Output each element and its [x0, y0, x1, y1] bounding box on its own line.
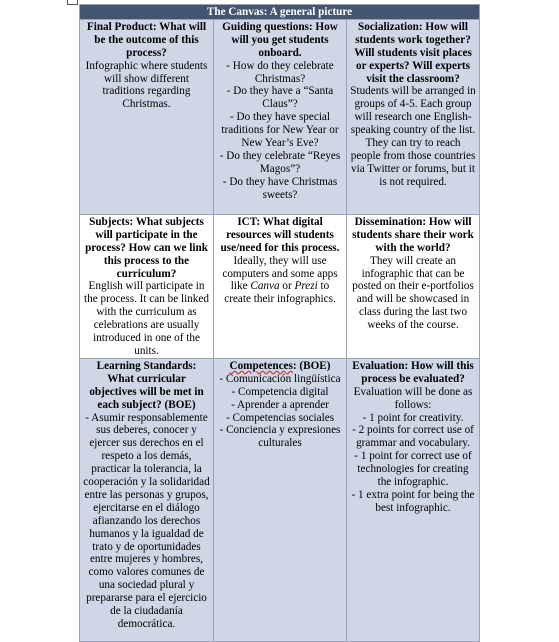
competences-cell: [214, 358, 347, 641]
ict-heading: ICT: What digital resources will students use/need for this process.: [220, 215, 340, 254]
learning-standards-cell: [80, 358, 214, 641]
learning-standards-body: - Asumir responsablemente sus deberes, conocer y ejercer sus derechos en el respeto a los demás, practicar la tolerancia, la cooperación y la solidaridad entre las personas y grupos, ejercitarse en el diálogo afianzando los derechos humanos y la igualdad de trato y de oportunidades entre mujeres y hombres, como valores comunes de una sociedad plural y prepararse para el ejercicio de la ciudadanía democrática.: [83, 411, 210, 630]
competence-item: - Comunicación lingüística: [219, 372, 341, 385]
corner-marker: [67, 0, 78, 5]
evaluation-item: - 1 point for correct use of technologies for creating the infographic.: [354, 450, 472, 489]
socialization-body: Students will be arranged in groups of 4-5. Each group will research one English-speaking country of the list. They can try to reach people from those countries via Twitter or forums, but it is not required.: [350, 85, 476, 188]
evaluation-heading: Evaluation: How will this process be evaluated?: [352, 359, 474, 385]
evaluation-item: - 2 points for correct use of grammar and vocabulary.: [352, 424, 474, 450]
learning-standards-heading: Learning Standards: What curricular objectives will be met in each subject? (BOE): [89, 359, 204, 411]
competence-item: - Aprender a aprender: [231, 398, 329, 411]
competence-item: - Conciencia y expresiones culturales: [219, 424, 341, 450]
evaluation-cell: [347, 358, 480, 641]
socialization-heading: Socialization: How will students work together? Will students visit places or experts? Will experts visit the classroom?: [354, 20, 472, 85]
guiding-question-item: - Do they have special traditions for New Year or New Year’s Eve?: [221, 111, 339, 150]
ict-body: Ideally, they will use computers and some apps like Canva or Prezi to create their infographics.: [222, 254, 338, 306]
dissemination-body: They will create an infographic that can be posted on their e-portfolios and will be showcased in class during the last two weeks of the course.: [352, 254, 474, 332]
competences-word: Competences: [229, 359, 293, 372]
competences-heading: Competences: (BOE): [229, 359, 331, 372]
final-product-cell: [80, 19, 214, 214]
guiding-question-item: - Do they have Christmas sweets?: [222, 175, 338, 201]
subjects-body: English will participate in the process. It can be linked with the curriculum as celebrations are usually introduced in one of the units.: [84, 280, 209, 357]
dissemination-heading: Dissemination: How will students share their work with the world?: [352, 215, 474, 254]
ict-cell: [214, 214, 347, 358]
guiding-question-item: - How do they celebrate Christmas?: [226, 59, 334, 85]
competence-item: - Competencias sociales: [225, 411, 335, 424]
competence-item: - Competencia digital: [231, 385, 329, 398]
evaluation-intro: Evaluation will be done as follows:: [353, 385, 473, 411]
canva-app-name: Canva: [250, 280, 280, 293]
socialization-cell: [347, 19, 480, 214]
guiding-question-item: - Do they celebrate “Reyes Magos”?: [219, 149, 341, 175]
table-title: The Canvas: A general picture: [80, 5, 480, 20]
guiding-question-item: - Do they have a “Santa Claus”?: [226, 85, 334, 111]
guiding-questions-heading: Guiding questions: How will you get students onboard.: [222, 20, 338, 59]
evaluation-item: - 1 extra point for being the best infographic.: [351, 488, 475, 514]
subjects-heading: Subjects: What subjects will participate in the process? How can we link this process to the curriculum?: [85, 215, 208, 280]
guiding-questions-cell: [214, 19, 347, 214]
dissemination-cell: [347, 214, 480, 358]
prezi-app-name: Prezi: [294, 280, 318, 293]
final-product-heading: Final Product: What will be the outcome of this process?: [86, 20, 207, 59]
subjects-cell: [80, 214, 214, 358]
final-product-body: Infographic where students will show different traditions regarding Christmas.: [85, 59, 208, 111]
canvas-table: [79, 4, 480, 642]
evaluation-item: - 1 point for creativity.: [362, 411, 464, 424]
